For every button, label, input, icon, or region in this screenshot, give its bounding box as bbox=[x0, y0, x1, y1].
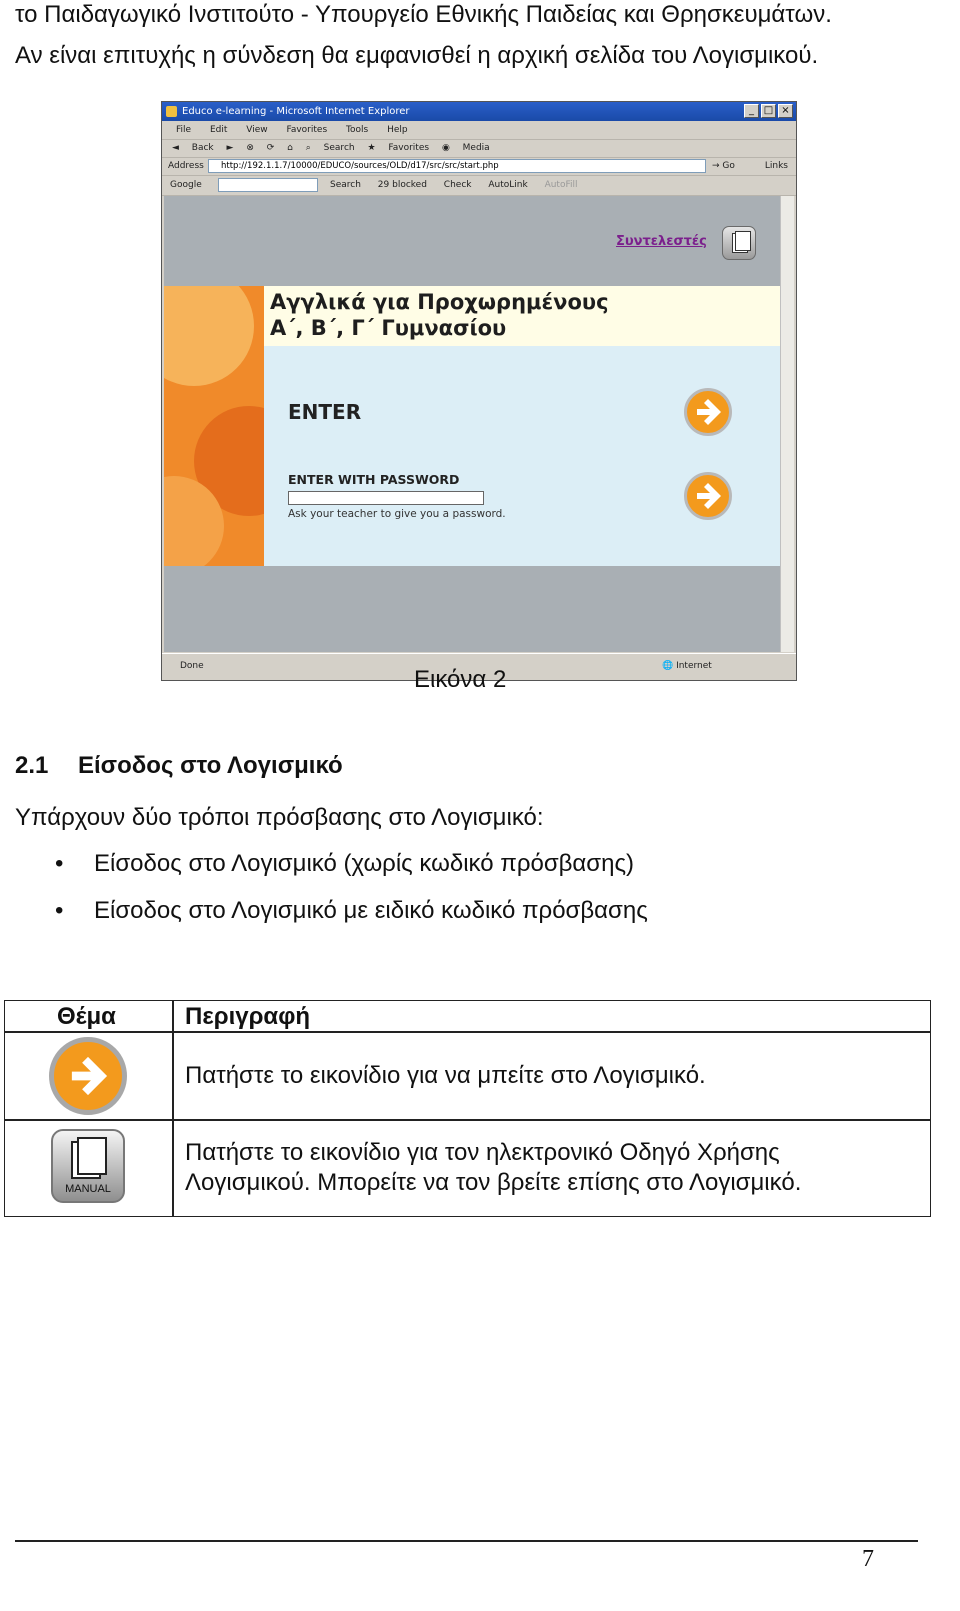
bullet-item: Είσοδος στο Λογισμικό (χωρίς κωδικό πρόσβασης) bbox=[94, 850, 635, 877]
address-input[interactable]: http://192.1.1.7/10000/EDUCO/sources/OLD/d17/src/src/start.php bbox=[208, 159, 706, 173]
bullet-icon: • bbox=[55, 850, 64, 877]
status-text: Done bbox=[180, 661, 204, 671]
google-label[interactable]: Google bbox=[170, 180, 202, 190]
popup-blocked-button[interactable]: 29 blocked bbox=[377, 180, 427, 190]
bullet-item: Είσοδος στο Λογισμικό με ειδικό κωδικό πρόσβασης bbox=[94, 897, 648, 924]
window-title: Educo e-learning - Microsoft Internet Explorer bbox=[182, 106, 410, 117]
decorative-artwork bbox=[164, 286, 264, 566]
browser-screenshot bbox=[161, 101, 797, 681]
menu-edit[interactable]: Edit bbox=[209, 125, 228, 135]
back-button[interactable]: ◄ Back bbox=[172, 143, 214, 153]
spell-check-button[interactable]: Check bbox=[443, 180, 472, 190]
app-title-line-2: Α΄, Β΄, Γ΄ Γυμνασίου bbox=[270, 316, 507, 340]
internet-zone: 🌐 Internet bbox=[662, 661, 712, 671]
header-theme: Θέμα bbox=[57, 1003, 116, 1030]
app-title-banner bbox=[264, 286, 781, 346]
credits-link[interactable]: Συντελεστές bbox=[616, 234, 707, 249]
manual-icon[interactable] bbox=[722, 226, 756, 260]
forward-icon[interactable]: ► bbox=[226, 143, 234, 153]
maximize-icon[interactable]: □ bbox=[761, 104, 776, 118]
google-search-button[interactable]: Search bbox=[330, 180, 361, 190]
figure-caption: Εικόνα 2 bbox=[414, 666, 507, 693]
address-label: Address bbox=[168, 161, 204, 171]
stop-icon[interactable]: ⊗ bbox=[246, 143, 254, 153]
app-title-line-1: Αγγλικά για Προχωρημένους bbox=[270, 290, 609, 314]
menu-bar bbox=[162, 121, 796, 140]
refresh-icon[interactable]: ⟳ bbox=[266, 143, 275, 153]
browser-toolbar bbox=[162, 139, 796, 158]
menu-view[interactable]: View bbox=[246, 125, 268, 135]
enter-with-password-label: ENTER WITH PASSWORD bbox=[288, 472, 460, 487]
manual-icon-label: MANUAL bbox=[65, 1183, 111, 1195]
section-number: 2.1 bbox=[15, 752, 49, 779]
address-bar bbox=[162, 157, 796, 176]
icon-table bbox=[4, 1000, 931, 1217]
password-input[interactable] bbox=[288, 491, 484, 505]
manual-icon bbox=[51, 1129, 125, 1203]
menu-tools[interactable]: Tools bbox=[346, 125, 369, 135]
bullet-icon: • bbox=[55, 897, 64, 924]
home-icon[interactable]: ⌂ bbox=[287, 143, 293, 153]
ie-icon bbox=[166, 106, 177, 117]
menu-favorites[interactable]: Favorites bbox=[286, 125, 328, 135]
favorites-button[interactable]: ★ Favorites bbox=[367, 143, 430, 153]
media-button[interactable]: ◉ Media bbox=[441, 143, 490, 153]
row-description: Πατήστε το εικονίδιο για να μπείτε στο Λογισμικό. bbox=[185, 1062, 706, 1089]
close-icon[interactable]: × bbox=[778, 104, 793, 118]
window-titlebar bbox=[162, 102, 796, 121]
arrow-right-icon bbox=[49, 1037, 127, 1115]
password-hint: Ask your teacher to give you a password. bbox=[288, 508, 506, 520]
autolink-button[interactable]: AutoLink bbox=[488, 180, 528, 190]
enter-label: ENTER bbox=[288, 400, 362, 424]
autofill-button[interactable]: AutoFill bbox=[544, 180, 578, 190]
header-description: Περιγραφή bbox=[185, 1003, 311, 1030]
search-button[interactable]: ⌕ Search bbox=[305, 143, 355, 153]
footer-rule bbox=[15, 1540, 918, 1542]
page-number: 7 bbox=[862, 1546, 874, 1572]
browser-viewport bbox=[164, 196, 781, 652]
enter-arrow-icon[interactable] bbox=[684, 388, 732, 436]
menu-help[interactable]: Help bbox=[387, 125, 408, 135]
google-search-input[interactable] bbox=[218, 178, 318, 192]
menu-file[interactable]: File bbox=[176, 125, 192, 135]
enter-with-password-arrow-icon[interactable] bbox=[684, 472, 732, 520]
login-panel bbox=[264, 346, 781, 566]
links-button[interactable]: Links bbox=[764, 161, 788, 171]
google-toolbar bbox=[162, 175, 796, 196]
go-button[interactable]: → Go bbox=[712, 161, 735, 171]
vertical-scrollbar[interactable] bbox=[780, 196, 794, 652]
row-description: Πατήστε το εικονίδιο για τον ηλεκτρονικό Οδηγό Χρήσης bbox=[185, 1139, 780, 1166]
intro-line-2: Αν είναι επιτυχής η σύνδεση θα εμφανισθεί η αρχική σελίδα του Λογισμικού. bbox=[15, 42, 819, 69]
intro-line-1: το Παιδαγωγικό Ινστιτούτο - Υπουργείο Εθνικής Παιδείας και Θρησκευμάτων. bbox=[15, 1, 832, 28]
minimize-icon[interactable]: _ bbox=[744, 104, 759, 118]
section-title: Είσοδος στο Λογισμικό bbox=[78, 752, 343, 779]
row-description: Λογισμικού. Μπορείτε να τον βρείτε επίσης στο Λογισμικό. bbox=[185, 1169, 802, 1196]
access-intro: Υπάρχουν δύο τρόποι πρόσβασης στο Λογισμικό: bbox=[15, 804, 544, 831]
